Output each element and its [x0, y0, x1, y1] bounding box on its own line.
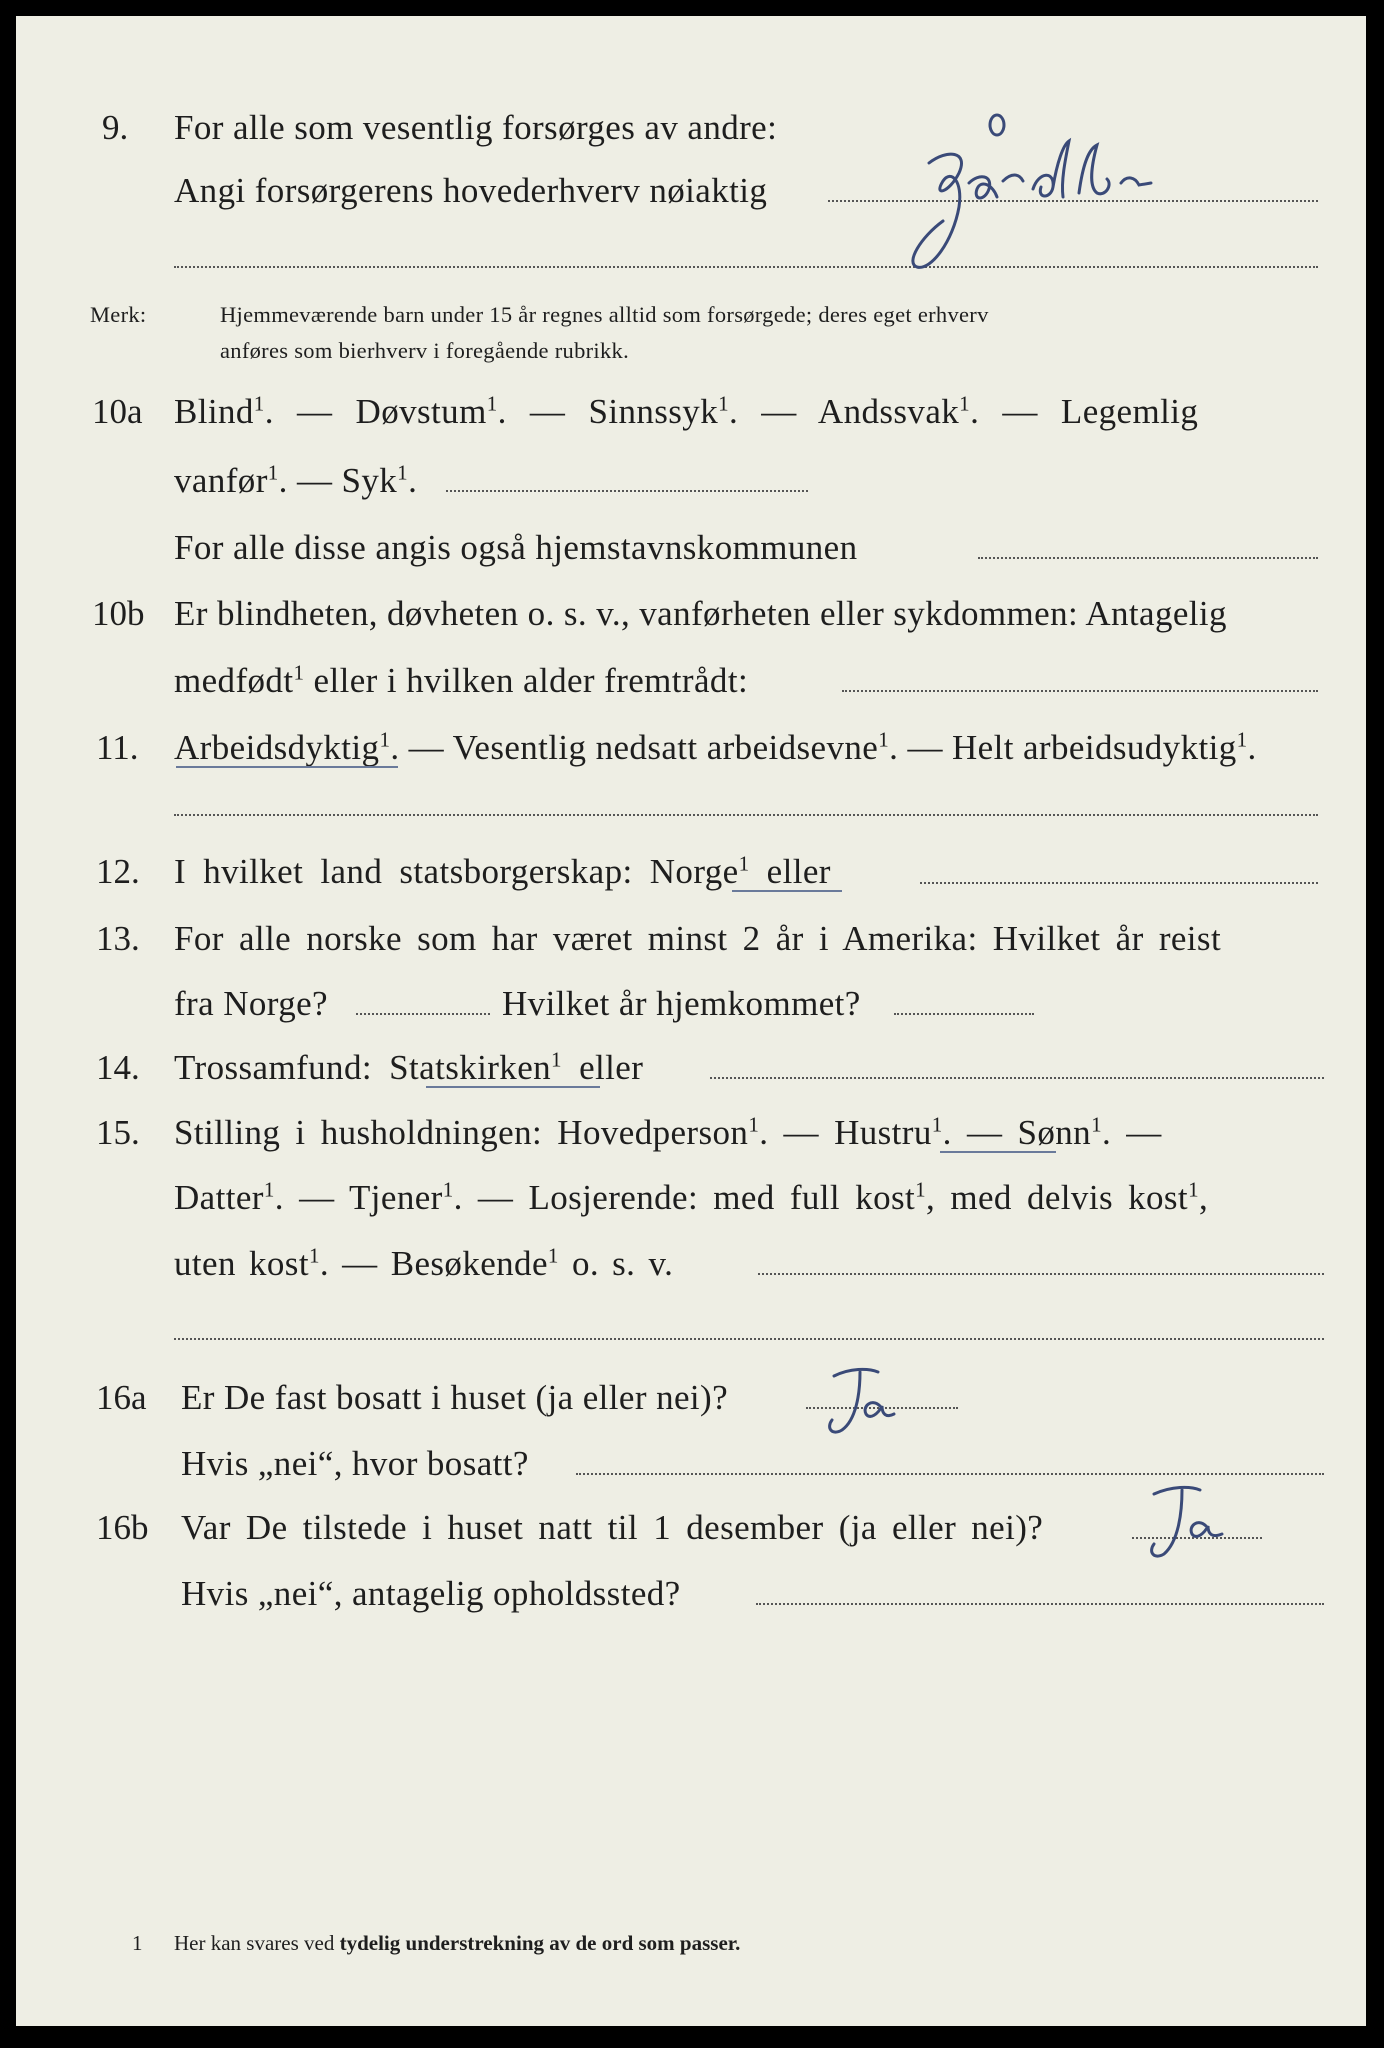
q10a-hometown-field[interactable] [978, 557, 1318, 559]
q14-line [174, 1048, 643, 1088]
q13-return-field[interactable] [894, 1013, 1034, 1015]
q15-other-field[interactable] [758, 1273, 1324, 1275]
q10b-line2: medfødt$^1$ eller i hvilken alder fremtrådt: [174, 660, 749, 700]
q16b-line1: Var De tilstede i huset natt til 1 desember (ja eller nei)? [181, 1508, 1044, 1547]
q12-suffix: $^1$ eller [738, 851, 831, 891]
q10b-line1: Er blindheten, døvheten o. s. v., vanførheten eller sykdommen: Antagelig [174, 594, 1227, 633]
q9-number: 9. [102, 108, 129, 147]
q11-option-arbeidsdyktig[interactable]: Arbeidsdyktig [174, 728, 380, 767]
merk-line1: Hjemmeværende barn under 15 år regnes alltid som forsørgede; deres eget erhverv [220, 302, 989, 327]
merk-line2: anføres som bierhverv i foregående rubrikk. [220, 338, 630, 363]
q12-underline-mark [732, 890, 842, 892]
q12-other-field[interactable] [920, 882, 1318, 884]
q10a-line1: Blind$^1$. — Døvstum$^1$. — Sinnssyk$^1$. — Andssvak$^1$. — Legemlig [174, 391, 1199, 431]
q15-line2: Datter$^1$. — Tjener$^1$. — Losjerende: med full kost$^1$, med delvis kost$^1$, [174, 1177, 1209, 1217]
q14-suffix: $^1$ eller [551, 1047, 644, 1087]
q11-line [174, 728, 1257, 768]
q14-other-field[interactable] [710, 1077, 1324, 1079]
q16a-handwritten-answer [816, 1364, 936, 1444]
q15-option-hustru[interactable]: Hustru [834, 1113, 932, 1152]
q16b-handwritten-answer [1134, 1480, 1264, 1570]
q12-prefix: I hvilket land statsborgerskap: [174, 852, 633, 891]
q14-number: 14. [96, 1048, 140, 1087]
footnote [132, 1931, 740, 1956]
q14-prefix: Trossamfund: [174, 1048, 372, 1087]
q15-blank-line[interactable] [174, 1338, 1324, 1340]
q16a-line2: Hvis „nei“, hvor bosatt? [181, 1444, 529, 1483]
q15-number: 15. [96, 1113, 140, 1152]
q10a-line2-field[interactable] [446, 490, 808, 492]
q15-line1a: Stilling i husholdningen: Hovedperson$^1$. — [174, 1112, 819, 1152]
q13-line2b: Hvilket år hjemkommet? [502, 984, 861, 1023]
q16b-location-field[interactable] [756, 1603, 1324, 1605]
q15-line1b: $^1$. — Sønn$^1$. — [931, 1112, 1162, 1152]
q12-option-norge[interactable]: Norge [649, 852, 739, 891]
q11-underline-mark [176, 766, 398, 768]
q16b-line2: Hvis „nei“, antagelig opholdssted? [181, 1574, 681, 1613]
q15-line3: uten kost$^1$. — Besøkende$^1$ o. s. v. [174, 1243, 674, 1283]
q13-line2a: fra Norge? [174, 984, 328, 1023]
q14-option-statskirken[interactable]: Statskirken [389, 1048, 552, 1087]
q11-blank-line[interactable] [174, 814, 1318, 816]
q10b-age-field[interactable] [842, 690, 1318, 692]
q13-line1: For alle norske som har været minst 2 år i Amerika: Hvilket år reist [174, 919, 1222, 958]
footnote-mark: 1 [132, 1931, 143, 1955]
q15-underline-mark [940, 1151, 1056, 1153]
q10a-number: 10a [92, 392, 143, 431]
q10b-number: 10b [92, 594, 145, 633]
census-form-page [16, 16, 1366, 2026]
q16a-residence-field[interactable] [576, 1473, 1324, 1475]
footnote-bold-text: tydelig understrekning av de ord som passer. [339, 1931, 741, 1955]
q10a-line2: vanfør$^1$. — Syk$^1$. [174, 460, 418, 500]
merk-label: Merk: [90, 302, 147, 327]
q15-line1 [174, 1113, 1162, 1153]
q12-line [174, 852, 831, 892]
q13-departure-field[interactable] [356, 1013, 490, 1015]
footnote-text: Her kan svares ved [174, 1931, 335, 1955]
q10a-line3: For alle disse angis også hjemstavnskommunen [174, 528, 858, 567]
q13-number: 13. [96, 919, 140, 958]
q11-number: 11. [96, 728, 139, 767]
q16a-line1: Er De fast bosatt i huset (ja eller nei)? [181, 1378, 729, 1417]
q9-handwritten-answer [851, 111, 1211, 291]
q12-number: 12. [96, 852, 140, 891]
q16b-number: 16b [96, 1508, 149, 1547]
q11-rest: $^1$. — Vesentlig nedsatt arbeidsevne$^1$. — Helt arbeidsudyktig$^1$. [379, 727, 1257, 767]
q14-underline-mark [426, 1086, 600, 1088]
q9-line1: For alle som vesentlig forsørges av andre: [174, 108, 778, 147]
q9-line2: Angi forsørgerens hovederhverv nøiaktig [174, 171, 768, 210]
q16a-number: 16a [96, 1378, 147, 1417]
